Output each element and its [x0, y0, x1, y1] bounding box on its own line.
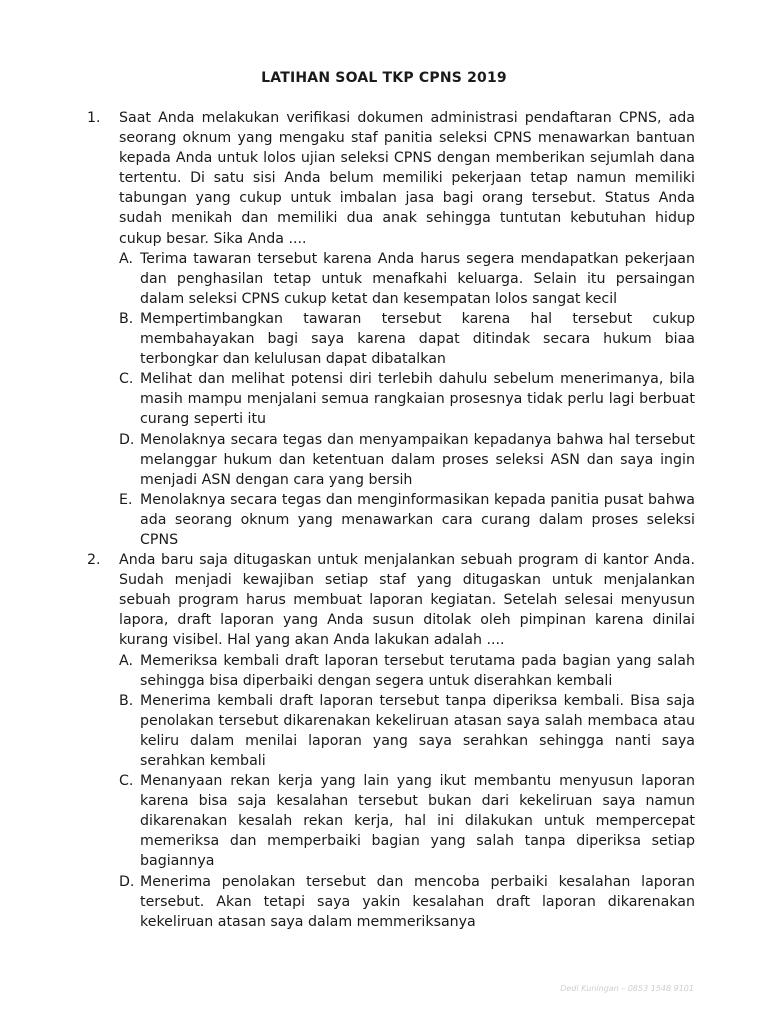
question-text: Anda baru saja ditugaskan untuk menjalankan sebuah program di kantor Anda. Sudah menjadi kewajiban setiap staf yang ditugaskan untuk menjalankan sebuah program harus membuat laporan kegiatan. Setelah selesai menyusun lapora, draft laporan yang Anda susun ditolak oleh pimpinan karena dinilai kurang visibel. Hal yang akan Anda lakukan adalah ....: [119, 552, 695, 649]
question-text: Saat Anda melakukan verifikasi dokumen administrasi pendaftaran CPNS, ada seorang oknum yang mengaku staf panitia seleksi CPNS menawarkan bantuan kepada Anda untuk lolos ujian seleksi CPNS dengan memberikan sejumlah dana tertentu. Di satu sisi Anda belum memiliki pekerjaan tetap namun memiliki tabungan yang cukup untuk imbalan jasa bagi orang tersebut. Status Anda sudah menikah dan memiliki dua anak sehingga tuntutan kebutuhan hidup cukup besar. Sika Anda ....: [119, 110, 695, 247]
footer-credit: Dedi Kuningan – 0853 1548 9101: [560, 984, 694, 993]
option-label: C.: [119, 773, 134, 790]
question-number: 2.: [87, 552, 101, 569]
option-text: Terima tawaran tersebut karena Anda harus segera mendapatkan pekerjaan dan penghasilan tetap untuk menafkahi keluarga. Selain itu persaingan dalam seleksi CPNS cukup ketat dan kesempatan lolos sangat kecil: [140, 250, 695, 307]
option-a: [119, 651, 695, 691]
question-number: 1.: [87, 110, 101, 126]
option-a: [119, 249, 695, 309]
option-text: Menerima penolakan tersebut dan mencoba perbaiki kesalahan laporan tersebut. Akan tetapi saya yakin kesalahan draft laporan dikarenakan kekeliruan atasan saya dalam memmeriksanya: [140, 873, 695, 930]
option-label: D.: [119, 873, 135, 890]
option-text: Mempertimbangkan tawaran tersebut karena hal tersebut cukup membahayakan bagi saya karena dapat ditindak secara hukum biaa terbongkar dan kelulusan dapat dibatalkan: [140, 310, 695, 368]
option-d: [119, 872, 695, 932]
option-text: Melihat dan melihat potensi diri terlebih dahulu sebelum menerimanya, bila masih mampu menjalani semua rangkaian prosesnya tidak perlu lagi berbuat curang seperti itu: [140, 371, 695, 428]
option-list: [119, 249, 695, 550]
option-text: Menerima kembali draft laporan tersebut tanpa diperiksa kembali. Bisa saja penolakan tersebut dikarenakan kekeliruan atasan saya salah membaca atau keliru dalam menilai laporan yang saya serahkan sehingga nanti saya serahkan kembali: [140, 692, 695, 769]
option-label: A.: [119, 250, 133, 267]
option-label: D.: [119, 431, 135, 448]
option-label: C.: [119, 371, 134, 388]
option-text: Memeriksa kembali draft laporan tersebut terutama pada bagian yang salah sehingga bisa diperbaiki dengan segera untuk diserahkan kembali: [140, 652, 695, 689]
option-b: [119, 309, 695, 369]
option-c: [119, 369, 695, 429]
option-label: B.: [119, 692, 134, 709]
question-1: [87, 108, 695, 550]
option-list: [119, 651, 695, 932]
option-label: E.: [119, 491, 133, 508]
option-b: [119, 691, 695, 771]
option-text: Menolaknya secara tegas dan menyampaikan kepadanya bahwa hal tersebut melanggar hukum dan ketentuan dalam proses seleksi ASN dan saya ingin menjadi ASN dengan cara yang bersih: [140, 431, 695, 488]
option-text: Menolaknya secara tegas dan menginformasikan kepada panitia pusat bahwa ada seorang oknum yang menawarkan cara curang dalam proses seleksi CPNS: [140, 491, 695, 548]
option-e: [119, 490, 695, 550]
option-d: [119, 430, 695, 490]
option-text: Menanyaan rekan kerja yang lain yang ikut membantu menyusun laporan karena bisa saja kesalahan tersebut bukan dari kekeliruan saya namun dikarenakan kesalah rekan kerja, hal ini dilakukan untuk mempercepat memeriksa dan memperbaiki bagian yang salah tanpa diperiksa setiap bagiannya: [140, 773, 695, 870]
question-list: [87, 108, 695, 932]
question-2: [87, 550, 695, 932]
page-title: LATIHAN SOAL TKP CPNS 2019: [261, 70, 507, 86]
option-label: B.: [119, 310, 134, 327]
option-c: [119, 771, 695, 871]
option-label: A.: [119, 652, 133, 669]
